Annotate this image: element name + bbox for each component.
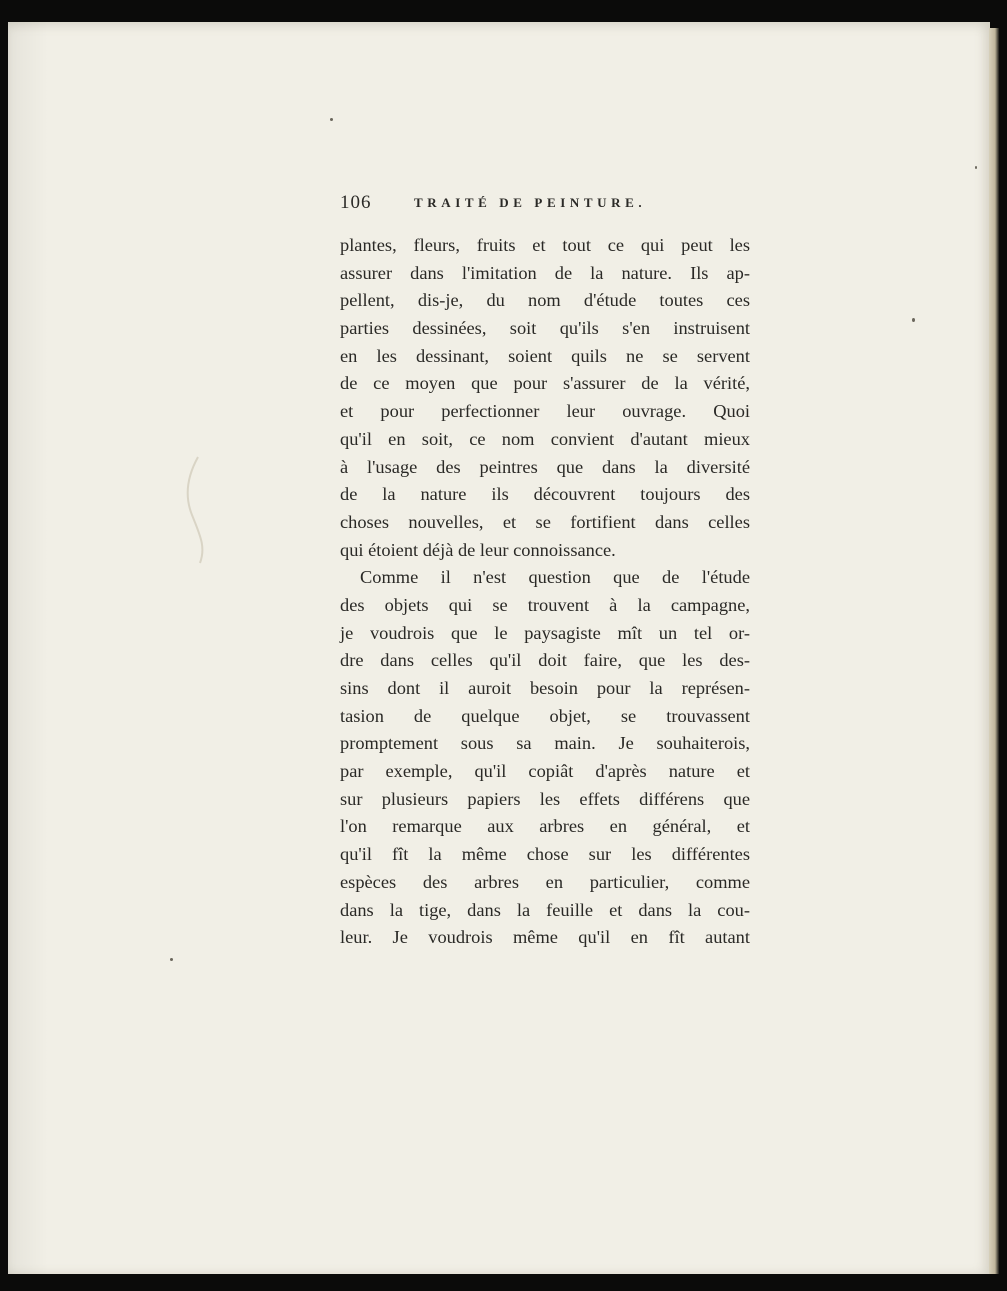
- text-line: dre dans celles qu'il doit faire, que les des-: [340, 650, 750, 671]
- text-line: dans la tige, dans la feuille et dans la cou-: [340, 899, 750, 920]
- text-line: des objets qui se trouvent à la campagne,: [340, 594, 750, 615]
- text-line: de la nature ils découvrent toujours des: [340, 484, 750, 505]
- text-line: pellent, dis-je, du nom d'étude toutes ces: [340, 290, 750, 311]
- text-line: parties dessinées, soit qu'ils s'en instruisent: [340, 318, 750, 339]
- text-line: de ce moyen que pour s'assurer de la vérité,: [340, 373, 750, 394]
- speck-mark: [912, 318, 915, 322]
- text-line: qu'il fît la même chose sur les différentes: [340, 844, 750, 865]
- text-line: plantes, fleurs, fruits et tout ce qui peut les: [340, 235, 750, 255]
- text-line: je voudrois que le paysagiste mît un tel or-: [340, 622, 750, 643]
- text-line: choses nouvelles, et se fortifient dans celles: [340, 511, 750, 532]
- text-line: par exemple, qu'il copiât d'après nature et: [340, 761, 750, 782]
- text-line: qu'il en soit, ce nom convient d'autant mieux: [340, 428, 750, 449]
- speck-mark: [330, 118, 333, 121]
- body-text: [340, 232, 750, 952]
- text-line: et pour perfectionner leur ouvrage. Quoi: [340, 401, 750, 422]
- text-line: sur plusieurs papiers les effets différens que: [340, 788, 750, 809]
- text-line: tasion de quelque objet, se trouvassent: [340, 705, 750, 726]
- running-title: TRAITÉ DE PEINTURE.: [414, 195, 647, 210]
- text-line: en les dessinant, soient quils ne se servent: [340, 345, 750, 366]
- speck-mark: [975, 166, 977, 169]
- page-number: 106: [340, 192, 372, 213]
- text-line: Comme il n'est question que de l'étude: [360, 567, 750, 588]
- text-line: qui étoient déjà de leur connoissance.: [340, 539, 616, 560]
- speck-mark: [170, 958, 173, 961]
- gutter-shadow: [8, 22, 48, 1274]
- text-line: assurer dans l'imitation de la nature. Ils ap-: [340, 262, 750, 283]
- text-line: espèces des arbres en particulier, comme: [340, 871, 750, 892]
- paper-crease-mark: [180, 455, 210, 565]
- text-line: promptement sous sa main. Je souhaiterois,: [340, 733, 750, 754]
- text-line: leur. Je voudrois même qu'il en fît autant: [340, 927, 750, 948]
- page-fore-edge: [989, 28, 999, 1274]
- text-line: à l'usage des peintres que dans la diversité: [340, 456, 750, 477]
- text-line: sins dont il auroit besoin pour la représen-: [340, 678, 750, 698]
- text-line: l'on remarque aux arbres en général, et: [340, 816, 750, 837]
